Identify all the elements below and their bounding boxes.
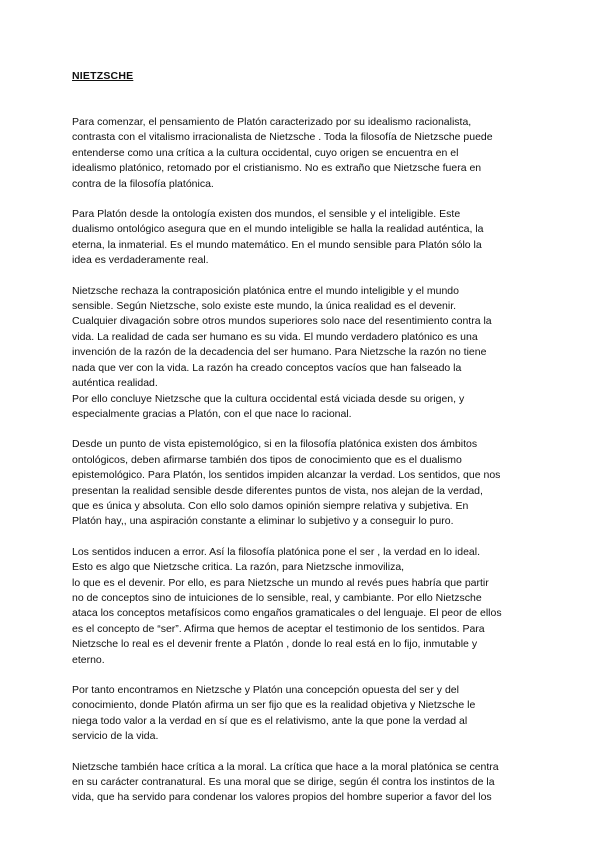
text-line: nada que ver con la vida. La razón ha creado conceptos vacíos que han falseado la (72, 361, 462, 374)
text-line: idea es verdaderamente real. (72, 254, 209, 267)
text-line: Cualquier divagación sobre otros mundos superiores solo nace del resentimiento contra la (72, 315, 492, 328)
text-line: Desde un punto de vista epistemológico, si en la filosofía platónica existen dos ámbitos (72, 438, 478, 451)
paragraph-gap (72, 422, 518, 437)
text-line: niega todo valor a la verdad en sí que es el relativismo, ante la que pone la verdad al (72, 714, 468, 727)
text-line: especialmente gracias a Platón, con el que nace lo racional. (72, 407, 352, 420)
text-line: eterna, la inmaterial. Es el mundo matemático. En el mundo sensible para Platón sólo la (72, 238, 482, 251)
text-line: Nietzsche rechaza la contraposición platónica entre el mundo inteligible y el mundo (72, 284, 459, 297)
text-line: contrasta con el vitalismo irracionalista de Nietzsche . Toda la filosofía de Nietzsche puede (72, 131, 493, 144)
text-line: no de conceptos sino de intuiciones de lo sensible, real, y cambiante. Por ello Nietzsche (72, 591, 482, 604)
text-line: vida. La realidad de cada ser humano es su vida. El mundo verdadero platónico es una (72, 330, 478, 343)
text-line: en su carácter contranatural. Es una moral que se dirige, según él contra los instintos de la (72, 776, 495, 789)
text-line: servicio de la vida. (72, 730, 159, 743)
text-line: es el concepto de “ser”. Afirma que hemos de aceptar el testimonio de los sentidos. Para (72, 622, 485, 635)
paragraph-gap (72, 192, 518, 207)
document-body (72, 115, 518, 806)
text-line: Esto es algo que Nietzsche critica. La razón, para Nietzsche inmoviliza, (72, 561, 405, 574)
text-line: ontológicos, deben afirmarse también dos tipos de conocimiento que es el dualismo (72, 453, 462, 466)
text-line: epistemológico. Para Platón, los sentidos impiden alcanzar la verdad. Los sentidos, que nos (72, 469, 501, 482)
paragraph (72, 683, 518, 745)
text-line: Nietzsche también hace crítica a la moral. La crítica que hace a la moral platónica se centra (72, 760, 499, 773)
text-line: eterno. (72, 653, 105, 666)
text-line: lo que es el devenir. Por ello, es para Nietzsche un mundo al revés pues habría que partir (72, 576, 489, 589)
text-line: entenderse como una crítica a la cultura occidental, cuyo origen se encuentra en el (72, 146, 459, 159)
text-line: idealismo platónico, retomado por el cristianismo. No es extraño que Nietzsche fuera en (72, 162, 482, 175)
text-line: Para comenzar, el pensamiento de Platón caracterizado por su idealismo racionalista, (72, 116, 472, 128)
text-line: dualismo ontológico asegura que en el mundo inteligible se halla la realidad auténtica, la (72, 223, 484, 236)
text-line: presentan la realidad sensible desde diferentes puntos de vista, nos alejan de la verdad, (72, 484, 483, 497)
text-line: ataca los conceptos metafísicos como engaños gramaticales o del lenguaje. El peor de ellos (72, 607, 502, 620)
text-line: auténtica realidad. (72, 377, 158, 390)
text-line: invención de la razón de la decadencia del ser humano. Para Nietzsche la razón no tiene (72, 346, 487, 359)
paragraph (72, 284, 518, 423)
paragraph-gap (72, 668, 518, 683)
paragraph (72, 115, 518, 192)
text-line: Platón hay,, una aspiración constante a eliminar lo subjetivo y a conseguir lo puro. (72, 515, 454, 528)
text-line: vida, que ha servido para condenar los valores propios del hombre superior a favor del los (72, 791, 492, 804)
text-line: Por tanto encontramos en Nietzsche y Platón una concepción opuesta del ser y del (72, 684, 459, 696)
paragraph-gap (72, 530, 518, 545)
text-line: Para Platón desde la ontología existen dos mundos, el sensible y el inteligible. Este (72, 208, 461, 221)
paragraph (72, 437, 518, 529)
paragraph-gap (72, 745, 518, 760)
document-title: NIETZSCHE (72, 70, 134, 82)
paragraph-gap (72, 269, 518, 284)
paragraph (72, 545, 518, 668)
text-line: que es única y absoluta. Con ello solo damos opinión siempre relativa y subjetiva. En (72, 499, 469, 512)
text-line: contra de la filosofía platónica. (72, 177, 214, 190)
paragraph (72, 760, 518, 806)
text-line: Los sentidos inducen a error. Así la filosofía platónica pone el ser , la verdad en lo ideal. (72, 545, 481, 558)
text-line: sensible. Según Nietzsche, solo existe este mundo, la única realidad es el devenir. (72, 300, 457, 313)
text-line: conocimiento, donde Platón afirma un ser fijo que es la realidad objetiva y Nietzsche le (72, 699, 476, 712)
text-line: Nietzsche lo real es el devenir frente a Platón , donde lo real está en lo fijo, inmutable y (72, 638, 478, 651)
text-line: Por ello concluye Nietzsche que la cultura occidental está viciada desde su origen, y (72, 392, 465, 405)
paragraph (72, 207, 518, 269)
